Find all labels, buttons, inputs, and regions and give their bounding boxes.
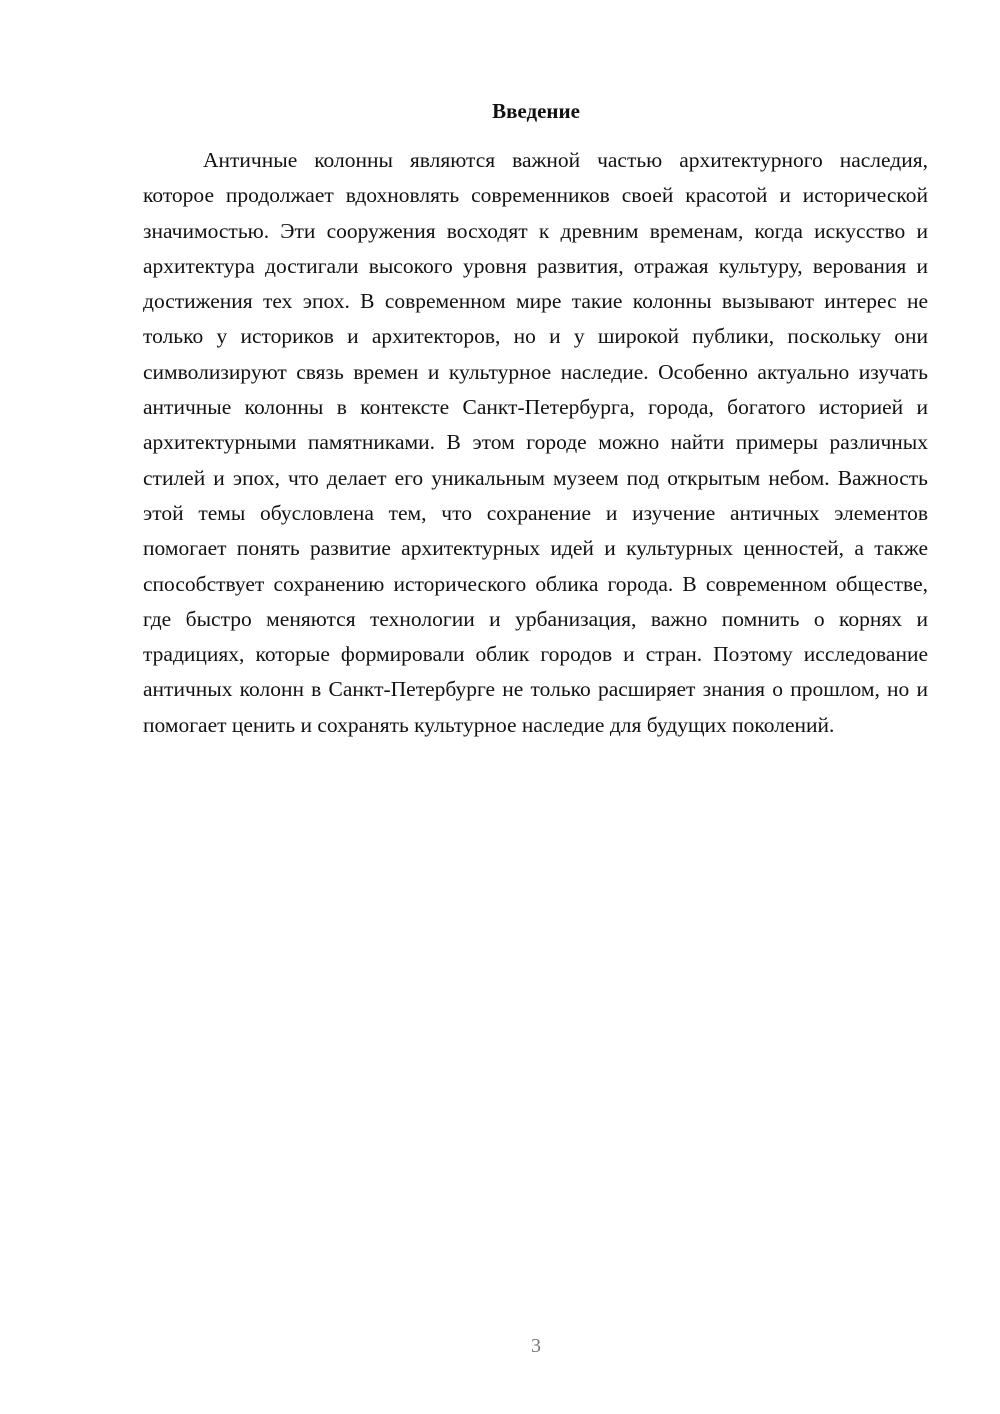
section-heading: Введение [492,99,580,123]
page-number: 3 [531,1335,541,1357]
body-paragraph: Античные колонны являются важной частью архитектурного наследия, которое продолжает вдохновлять современников своей красотой и исторической значимостью. Эти сооружения восходят к древним временам, когда искусство и архитектура достигали высокого уровня развития, отражая культуру, верования и достижения тех эпох. В современном мире такие колонны вызывают интерес не только у историков и архитекторов, но и у широкой публики, поскольку они символизируют связь времен и культурное наследие. Особенно актуально изучать античные колонны в контексте Санкт-Петербурга, города, богатого историей и архитектурными памятниками. В этом городе можно найти примеры различных стилей и эпох, что делает его уникальным музеем под открытым небом. Важность этой темы обусловлена тем, что сохранение и изучение античных элементов помогает понять развитие архитектурных идей и культурных ценностей, а также способствует сохранению исторического облика города. В современном обществе, где быстро меняются технологии и урбанизация, важно помнить о корнях и традициях, которые формировали облик городов и стран. Поэтому исследование античных колонн в Санкт-Петербурге не только расширяет знания о прошлом, но и помогает ценить и сохранять культурное наследие для будущих поколений. [143,148,928,737]
